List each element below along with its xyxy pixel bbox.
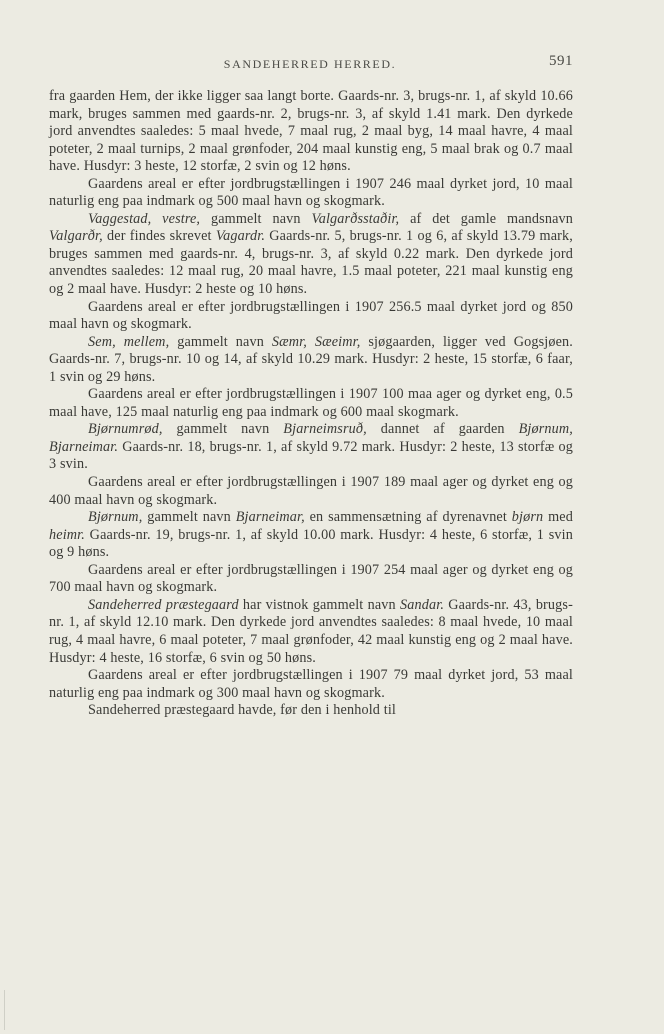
italic-text: Vagardr.	[215, 228, 266, 245]
text-run: en sammensætning af dyrenavnet	[304, 509, 512, 526]
text-run: Sandeherred præstegaard havde, før den i henhold til	[88, 702, 397, 719]
text-run: dannet af gaarden	[366, 421, 519, 438]
body-text	[49, 88, 573, 720]
text-run: gammelt navn	[162, 421, 284, 438]
italic-text: Bjarneimsruð,	[283, 421, 367, 438]
text-run: af det gamle mandsnavn	[399, 210, 574, 227]
text-run: Gaardens areal er efter jordbrugstællingen i 1907 79 maal dyrket jord, 53 maal naturlig eng paa indmark og 300 maal havn og skogmark.	[49, 667, 573, 701]
italic-text: Sæmr,	[271, 333, 307, 350]
paragraph	[49, 474, 573, 509]
italic-text: Sandar.	[400, 596, 445, 613]
text-run: gammelt navn	[200, 210, 312, 227]
paragraph	[49, 702, 573, 720]
running-head	[49, 53, 571, 73]
text-run: har vistnok gammelt navn	[238, 596, 400, 613]
text-run: Gaards-nr. 19, brugs-nr. 1, af skyld 10.00 mark. Husdyr: 4 heste, 6 storfæ, 1 svin og 9 høns.	[49, 526, 573, 561]
paragraph	[49, 562, 573, 597]
italic-text: Bjørnumrød,	[88, 421, 163, 438]
text-run: Gaardens areal er efter jordbrugstællingen i 1907 256.5 maal dyrket jord og 850 maal havn og skogmark.	[49, 298, 573, 333]
italic-text: bjørn	[511, 509, 544, 526]
paragraph	[49, 176, 573, 211]
text-run: der findes skrevet	[102, 228, 216, 245]
italic-text: Valgarðr,	[49, 228, 103, 245]
text-run: sjøgaarden, ligger ved Gogsjøen. Gaards-nr. 7, brugs-nr. 10 og 14, af skyld 10.29 mark. Husdyr: 2 heste, 15 storfæ, 6 faar, 1 svin og 29 høns.	[49, 333, 573, 385]
text-run: Gaards-nr. 5, brugs-nr. 1 og 6, af skyld 13.79 mark, bruges sammen med gaards-nr. 4, brugs-nr. 3, af skyld 0.22 mark. Den dyrkede jord anvendtes saaledes: 12 maal rug, 20 maal havre, 1.5 maal poteter, 221 maal kunstig eng og 2 maal have. Husdyr: 2 heste og 10 høns.	[49, 228, 574, 298]
paragraph	[49, 88, 573, 176]
page-number: 591	[549, 53, 573, 69]
italic-text: Sæeimr,	[314, 333, 361, 350]
text-run: Gaardens areal er efter jordbrugstællingen i 1907 189 maal ager og dyrket eng og 400 maal havn og skogmark.	[49, 474, 573, 508]
text-run: Gaardens areal er efter jordbrugstællingen i 1907 254 maal ager og dyrket eng og 700 maal havn og skogmark.	[49, 561, 573, 596]
text-run: fra gaarden Hem, der ikke ligger saa langt borte. Gaards-nr. 3, brugs-nr. 1, af skyld 10.66 mark, bruges sammen med gaards-nr. 2, brugs-nr. 3, af skyld 1.41 mark. Den dyrkede jord anvendtes saaledes: 5 maal hvede, 7 maal rug, 2 maal byg, 14 maal havre, 4 maal poteter, 2 maal turnips, 2 maal grønfoder, 204 maal kunstig eng, 5 maal brak og 0.7 maal have. Husdyr: 3 heste, 12 storfæ, 2 svin og 12 høns.	[49, 88, 573, 175]
margin-mark	[4, 990, 5, 1030]
text-run: Gaardens areal er efter jordbrugstællingen i 1907 100 maa ager og dyrket eng, 0.5 maal have, 125 maal naturlig eng paa indmark og 600 maal skogmark.	[49, 386, 573, 420]
paragraph	[49, 667, 573, 702]
italic-text: Vaggestad, vestre,	[88, 210, 201, 227]
text-run: Gaards-nr. 43, brugs-nr. 1, af skyld 12.10 mark. Den dyrkede jord anvendtes saaledes: 8 maal hvede, 10 maal rug, 4 maal havre, 6 maal poteter, 7 maal grønfoder, 42 maal kunstig eng og 2 maal have. Husdyr: 4 heste, 16 storfæ, 6 svin og 50 høns.	[49, 596, 573, 666]
text-run	[307, 334, 315, 350]
running-title: SANDEHERRED HERRED.	[223, 57, 397, 71]
text-run: Gaardens areal er efter jordbrugstællingen i 1907 246 maal dyrket jord, 10 maal naturlig eng paa indmark og 500 maal havn og skogmark.	[49, 175, 573, 210]
paragraph	[49, 421, 573, 474]
paragraph	[49, 386, 573, 421]
paragraph	[49, 299, 573, 334]
italic-text: heimr.	[49, 526, 85, 543]
paragraph	[49, 211, 573, 299]
paragraph	[49, 334, 573, 387]
text-run: gammelt navn	[169, 333, 272, 350]
italic-text: Valgarðsstaðir,	[311, 210, 400, 227]
text-run: Gaards-nr. 18, brugs-nr. 1, af skyld 9.72 mark. Husdyr: 2 heste, 13 storfæ og 3 svin.	[49, 438, 573, 473]
italic-text: Sem, mellem,	[88, 333, 170, 350]
italic-text: Bjørnum,	[88, 509, 143, 526]
paragraph	[49, 509, 573, 562]
italic-text: Bjørnum, Bjarneimar.	[49, 421, 573, 455]
italic-text: Sandeherred præstegaard	[88, 596, 239, 613]
paragraph	[49, 597, 573, 667]
text-run: gammelt navn	[142, 509, 236, 526]
italic-text: Bjarneimar,	[235, 509, 305, 526]
text-run: med	[543, 509, 573, 526]
